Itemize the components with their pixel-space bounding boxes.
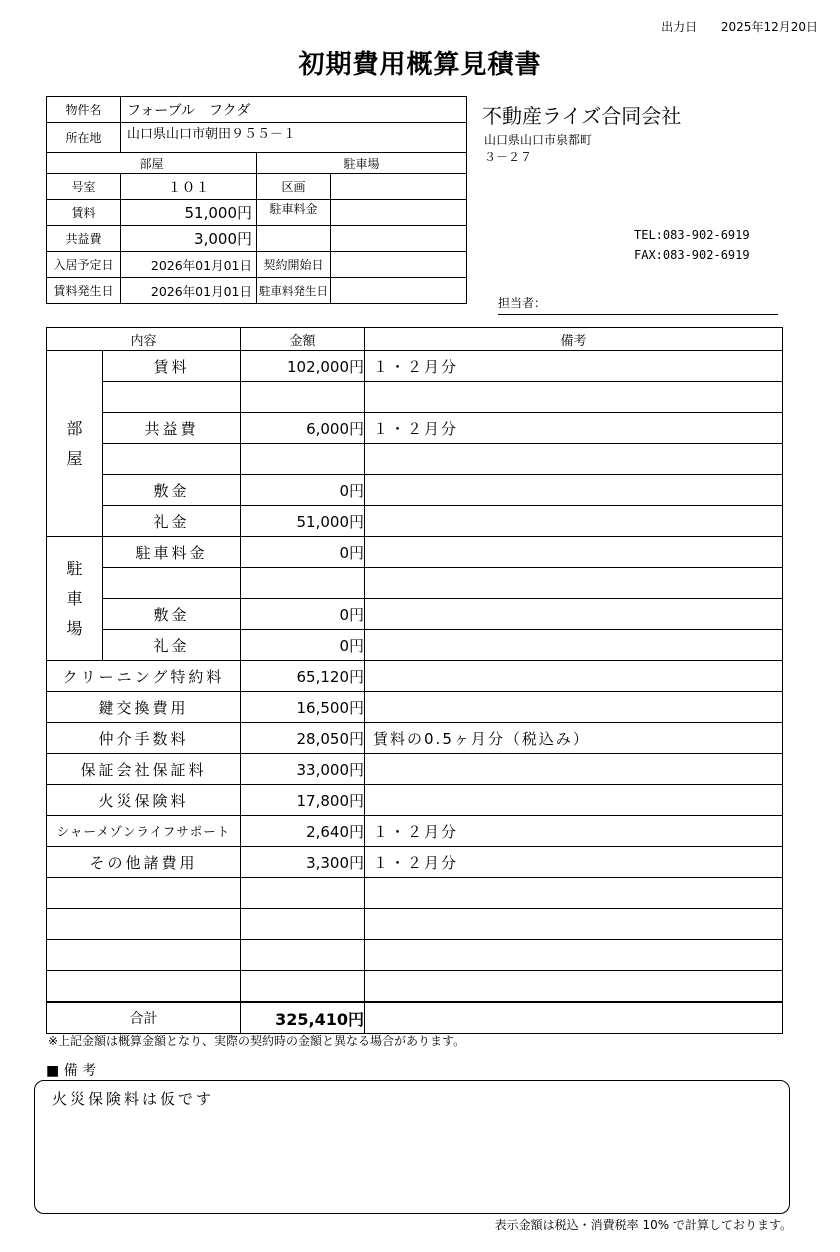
header-note: 備考 — [365, 328, 783, 351]
item-amount: 16,500円 — [241, 692, 365, 723]
table-row — [47, 599, 783, 630]
room-group-label — [47, 351, 103, 537]
tax-footer: 表示金額は税込・消費税率 10% で計算しております。 — [494, 1218, 792, 1232]
table-row — [47, 723, 783, 754]
company-tel: TEL:083-902-6919 — [634, 228, 750, 242]
disclaimer: ※上記金額は概算金額となり、実際の契約時の金額と異なる場合があります。 — [48, 1034, 466, 1048]
table-row — [47, 630, 783, 661]
parking-fee-value — [331, 200, 467, 226]
remarks-text: 火災保険料は仮です — [52, 1090, 215, 1108]
table-row — [47, 661, 783, 692]
move-in-value: 2026年01月01日 — [121, 252, 257, 278]
common-fee-value: 3,000円 — [121, 226, 257, 252]
item-note — [365, 506, 783, 537]
item-name: その他諸費用 — [47, 847, 241, 878]
empty-cell — [47, 971, 241, 1003]
table-row — [47, 444, 783, 475]
empty-row — [47, 940, 783, 971]
item-name: 鍵交換費用 — [47, 692, 241, 723]
item-note: １・２月分 — [365, 413, 783, 444]
rent-label: 賃料 — [47, 200, 121, 226]
parking-group-label-text: 駐車場 — [66, 558, 83, 638]
item-amount: 17,800円 — [241, 785, 365, 816]
rent-value: 51,000円 — [121, 200, 257, 226]
company-address-line2: ３－２７ — [484, 150, 533, 164]
item-name: 礼金 — [103, 630, 241, 661]
room-no-label: 号室 — [47, 174, 121, 200]
item-amount — [241, 382, 365, 413]
empty-cell — [241, 909, 365, 940]
table-row — [47, 754, 783, 785]
remarks-title: ■ 備 考 — [46, 1063, 97, 1079]
room-header: 部屋 — [47, 153, 257, 174]
table-row — [47, 847, 783, 878]
staff-field: 担当者： — [498, 294, 778, 315]
property-name: フォーブル フクダ — [121, 97, 467, 123]
empty-cell — [241, 940, 365, 971]
item-amount: 51,000円 — [241, 506, 365, 537]
room-group-label-text: 部屋 — [66, 418, 83, 468]
company-address — [484, 132, 592, 166]
item-note — [365, 785, 783, 816]
item-amount: 0円 — [241, 599, 365, 630]
item-name: 礼金 — [103, 506, 241, 537]
table-row — [47, 816, 783, 847]
empty-cell — [257, 226, 331, 252]
page-title: 初期費用概算見積書 — [298, 50, 542, 80]
item-note — [365, 754, 783, 785]
item-note — [365, 537, 783, 568]
move-in-label: 入居予定日 — [47, 252, 121, 278]
item-amount: 3,300円 — [241, 847, 365, 878]
item-note — [365, 475, 783, 506]
empty-cell — [241, 971, 365, 1003]
empty-cell — [241, 878, 365, 909]
output-date — [641, 18, 818, 35]
company-contact — [634, 225, 750, 265]
contract-start-label: 契約開始日 — [257, 252, 331, 278]
total-amount: 325,410円 — [241, 1002, 365, 1034]
total-note — [365, 1002, 783, 1034]
item-note: 賃料の0.5ヶ月分（税込み） — [365, 723, 783, 754]
empty-cell — [365, 971, 783, 1003]
item-note: １・２月分 — [365, 816, 783, 847]
table-row — [47, 692, 783, 723]
section-label: 区画 — [257, 174, 331, 200]
item-note — [365, 599, 783, 630]
header-content: 内容 — [47, 328, 241, 351]
property-name-label: 物件名 — [47, 97, 121, 123]
rent-start-label: 賃料発生日 — [47, 278, 121, 304]
empty-cell — [47, 940, 241, 971]
total-label: 合計 — [47, 1002, 241, 1034]
table-row — [47, 413, 783, 444]
item-name — [103, 444, 241, 475]
item-note: １・２月分 — [365, 351, 783, 382]
company-address-line1: 山口県山口市泉都町 — [484, 133, 593, 147]
room-no: １０１ — [121, 174, 257, 200]
table-row — [47, 537, 783, 568]
table-row — [47, 351, 783, 382]
rent-start-value: 2026年01月01日 — [121, 278, 257, 304]
table-row — [47, 506, 783, 537]
item-note — [365, 568, 783, 599]
parking-start-value — [331, 278, 467, 304]
item-amount: 0円 — [241, 475, 365, 506]
item-name: 賃料 — [103, 351, 241, 382]
table-row — [47, 785, 783, 816]
item-name: 共益費 — [103, 413, 241, 444]
item-amount: 102,000円 — [241, 351, 365, 382]
company-fax: FAX:083-902-6919 — [634, 248, 750, 262]
empty-cell — [331, 226, 467, 252]
item-amount: 33,000円 — [241, 754, 365, 785]
item-amount: 6,000円 — [241, 413, 365, 444]
item-name — [103, 382, 241, 413]
common-fee-label: 共益費 — [47, 226, 121, 252]
parking-header: 駐車場 — [257, 153, 467, 174]
empty-cell — [47, 878, 241, 909]
item-amount — [241, 568, 365, 599]
item-name: 保証会社保証料 — [47, 754, 241, 785]
section-value — [331, 174, 467, 200]
parking-fee-label: 駐車料金 — [257, 200, 331, 226]
item-amount: 28,050円 — [241, 723, 365, 754]
table-row — [47, 568, 783, 599]
address-label: 所在地 — [47, 123, 121, 153]
output-date-label: 出力日 — [661, 20, 698, 34]
empty-row — [47, 878, 783, 909]
item-name — [103, 568, 241, 599]
item-note — [365, 630, 783, 661]
item-note — [365, 661, 783, 692]
item-amount: 2,640円 — [241, 816, 365, 847]
header-amount: 金額 — [241, 328, 365, 351]
output-date-value: 2025年12月20日 — [720, 20, 818, 34]
item-note — [365, 692, 783, 723]
item-amount: 0円 — [241, 537, 365, 568]
item-name: 火災保険料 — [47, 785, 241, 816]
empty-cell — [47, 909, 241, 940]
contract-start-value — [331, 252, 467, 278]
parking-group-label — [47, 537, 103, 661]
table-row — [47, 382, 783, 413]
parking-start-label: 駐車料発生日 — [257, 278, 331, 304]
item-note: １・２月分 — [365, 847, 783, 878]
item-name: シャーメゾンライフサポート — [47, 816, 241, 847]
item-name: クリーニング特約料 — [47, 661, 241, 692]
item-note — [365, 382, 783, 413]
item-name: 敷金 — [103, 599, 241, 630]
empty-cell — [365, 878, 783, 909]
empty-cell — [365, 909, 783, 940]
item-amount: 65,120円 — [241, 661, 365, 692]
item-note — [365, 444, 783, 475]
cost-table — [46, 327, 783, 1034]
item-amount — [241, 444, 365, 475]
empty-row — [47, 971, 783, 1003]
empty-row — [47, 909, 783, 940]
property-info-table — [46, 96, 467, 304]
item-name: 駐車料金 — [103, 537, 241, 568]
company-name: 不動産ライズ合同会社 — [482, 104, 682, 128]
empty-cell — [365, 940, 783, 971]
table-row — [47, 475, 783, 506]
item-name: 敷金 — [103, 475, 241, 506]
item-name: 仲介手数料 — [47, 723, 241, 754]
property-address: 山口県山口市朝田９５５－１ — [121, 123, 467, 153]
item-amount: 0円 — [241, 630, 365, 661]
